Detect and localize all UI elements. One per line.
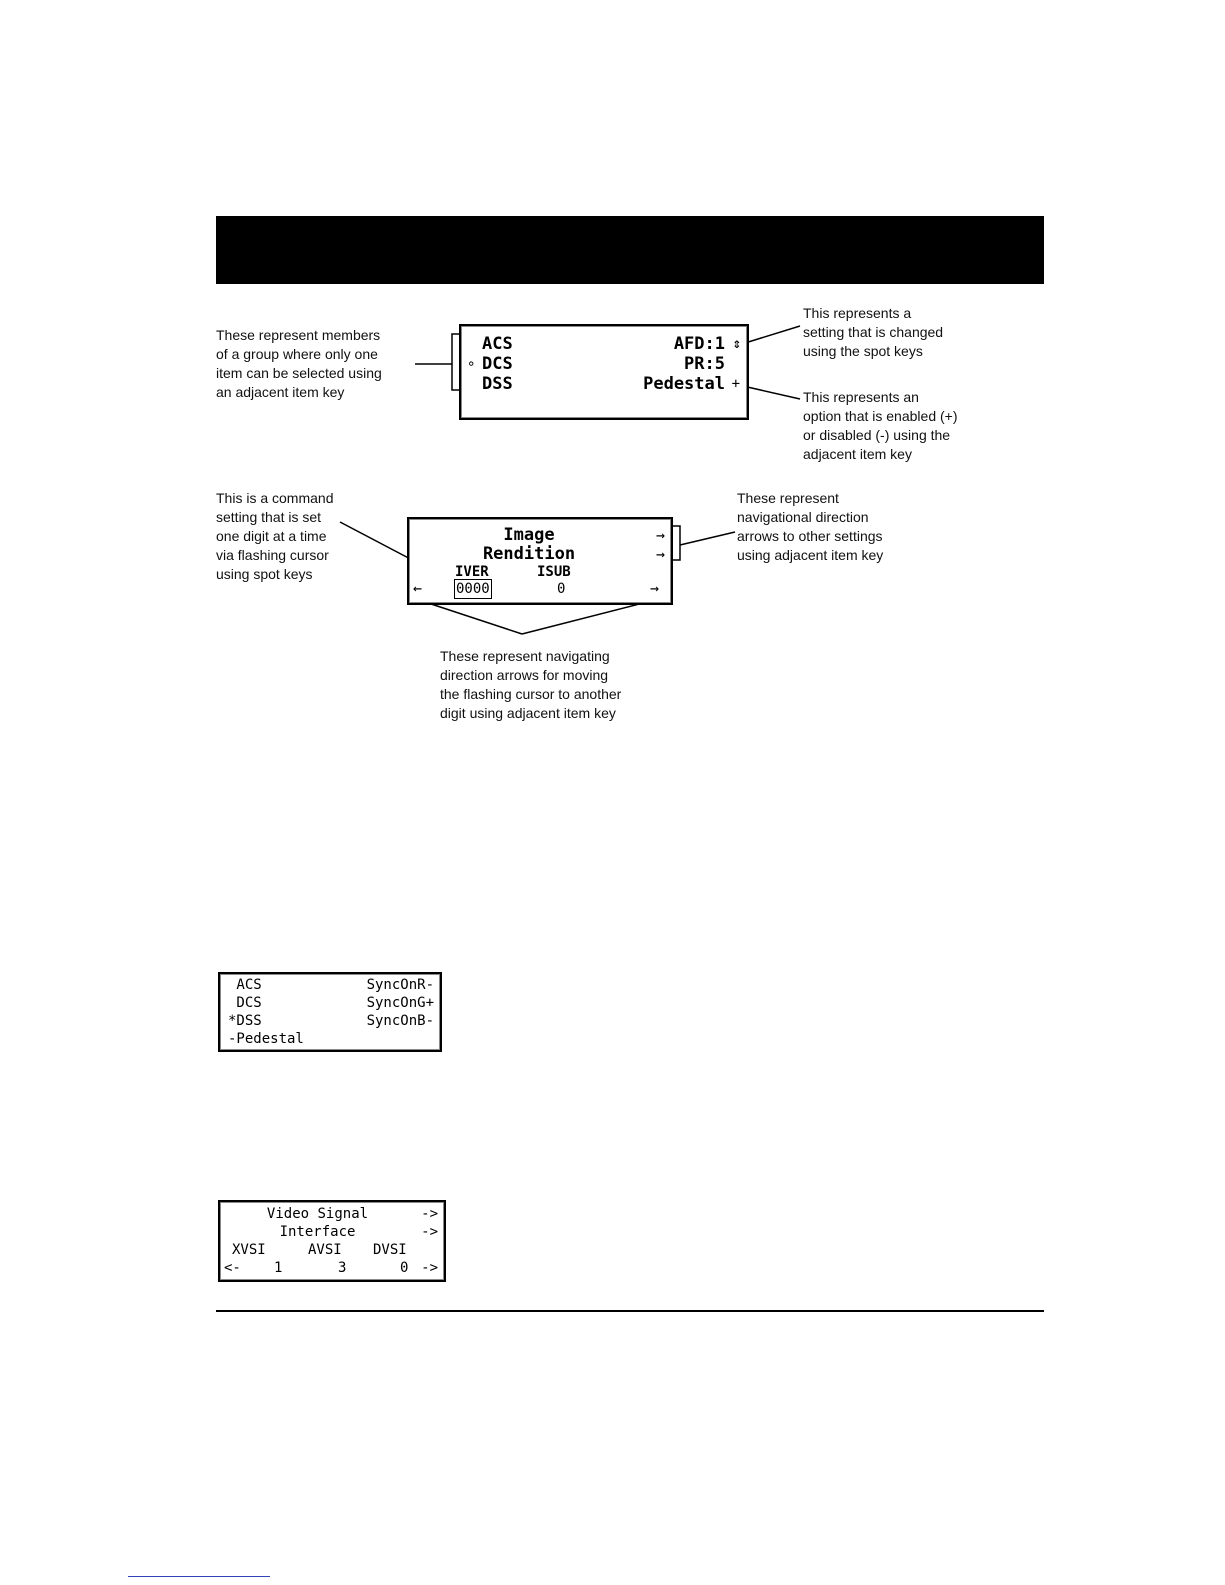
display-command-example [407,517,673,605]
annotation-group-members: These represent members of a group where only one item can be selected using an adjacent item key [216,327,382,400]
iver-value: 0000 [456,581,490,597]
row1-left: ACS [228,977,262,993]
item-acs: ACS [482,334,513,354]
video-signal-title: Video Signal [266,1206,369,1222]
item-dcs: DCS [482,354,513,374]
line1-right-arrow-icon: -> [421,1206,438,1222]
bottom-divider [216,1310,1044,1312]
item-dss: DSS [482,374,513,394]
nav-right-arrow-icon-1: → [655,526,665,544]
xvsi-label: XVSI [232,1242,266,1258]
cursor-left-arrow-icon: ← [413,579,423,597]
cursor-leader-left [419,600,522,634]
cursor-leader-right [522,600,655,634]
left-arrow-icon: <- [224,1260,241,1276]
annotation-enable-option: This represents an option that is enabled (+) or disabled (-) using the adjacent item key [803,389,958,462]
option-leader-line [743,386,800,399]
annotation-command-setting: This is a command setting that is set one digit at a time via flashing cursor using spot keys [216,490,334,582]
selected-marker-icon: ∘ [467,356,476,372]
afd-setting [674,334,725,354]
display-sync-example [218,972,442,1052]
annotation-nav-arrows: These represent navigational direction arrows to other settings using adjacent item key [737,490,884,563]
row3-left: *DSS [228,1013,262,1029]
image-title: Image [503,525,555,545]
dvsi-label: DVSI [373,1242,407,1258]
line2-right-arrow-icon: -> [421,1224,438,1240]
plus-icon: + [731,376,740,392]
row2-right: SyncOnG+ [366,995,434,1011]
pedestal-option: Pedestal [643,374,725,394]
afd-label: AFD:1 [673,334,725,354]
dvsi-value: 0 [400,1260,409,1276]
avsi-value: 3 [338,1260,347,1276]
xvsi-value: 1 [274,1260,283,1276]
row1-right: SyncOnR- [366,977,434,993]
cursor-right-arrow-icon: → [649,579,659,597]
nav-right-arrow-icon-2: → [655,545,665,563]
isub-label: ISUB [537,564,571,580]
up-down-arrow-icon: ⇕ [732,336,741,352]
footer-link-underline [128,1576,270,1577]
annotation-spot-setting: This represents a setting that is changed using the spot keys [803,305,944,359]
spot-leader-line [745,326,800,343]
row4-left: -Pedestal [228,1031,304,1047]
rendition-title: Rendition [482,544,576,564]
interface-title: Interface [279,1224,356,1240]
avsi-label: AVSI [308,1242,342,1258]
annotation-cursor-arrows: These represent navigating direction arrows for moving the flashing cursor to another digit using adjacent item key [440,648,622,721]
pr-setting: PR:5 [684,354,725,374]
display-group-example [459,324,749,420]
display-video-signal-example [218,1200,446,1282]
row2-left: DCS [228,995,262,1011]
isub-value: 0 [557,581,566,597]
nav-leader-line [680,532,735,545]
iver-label: IVER [455,564,489,580]
right-arrow-icon: -> [421,1260,438,1276]
row3-right: SyncOnB- [366,1013,434,1029]
